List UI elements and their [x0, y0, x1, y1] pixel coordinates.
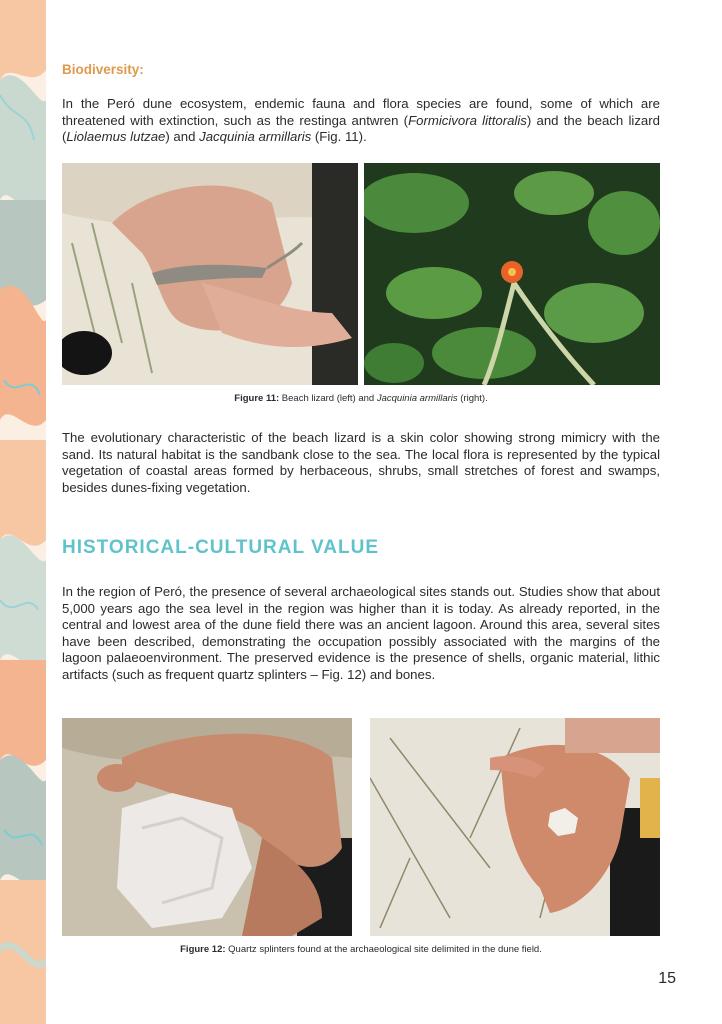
historical-paragraph: In the region of Peró, the presence of several archaeological sites stands out. Studies show that about 5,000 years ago the sea level in the region was higher than it is today. As already reported, in the central and lowest area of the dune field there was an ancient lagoon. Around this area, several sites have been described, demonstrating the occupation possibly associated with the margins of the lagoon palaeoenvironment. The preserved evidence is the presence of shells, organic material, lithic artifacts (such as frequent quartz splinters – Fig. 12) and bones. [62, 584, 660, 682]
quartz-splinter-photo-right [370, 718, 660, 936]
page-number: 15 [658, 970, 676, 987]
biodiversity-paragraph: In the Peró dune ecosystem, endemic fauna and flora species are found, some of which are threatened with extinction, such as the restinga antwren (Formicivora littoralis) and the beach lizard (Liolaemus lutzae) and Jacquinia armillaris (Fig. 11). [62, 96, 660, 144]
jacquinia-armillaris-photo [364, 163, 660, 385]
beach-lizard-photo [62, 163, 358, 385]
biodiversity-heading: Biodiversity: [62, 62, 144, 77]
evolution-paragraph: The evolutionary characteristic of the beach lizard is a skin color showing strong mimicry with the sand. Its natural habitat is the sandbank close to the sea. The local flora is represented by the typical vegetation of coastal areas formed by herbaceous, shrubs, small stretches of forest and swamps, besides dunes-fixing vegetation. [62, 430, 660, 495]
figure-12-caption: Figure 12: Quartz splinters found at the archaeological site delimited in the dune field. [180, 944, 542, 955]
quartz-splinter-photo-left [62, 718, 352, 936]
figure-11-caption: Figure 11: Beach lizard (left) and Jacquinia armillaris (right). [234, 393, 488, 404]
historical-cultural-heading: HISTORICAL-CULTURAL VALUE [62, 537, 380, 558]
decorative-side-pattern [0, 0, 46, 1024]
